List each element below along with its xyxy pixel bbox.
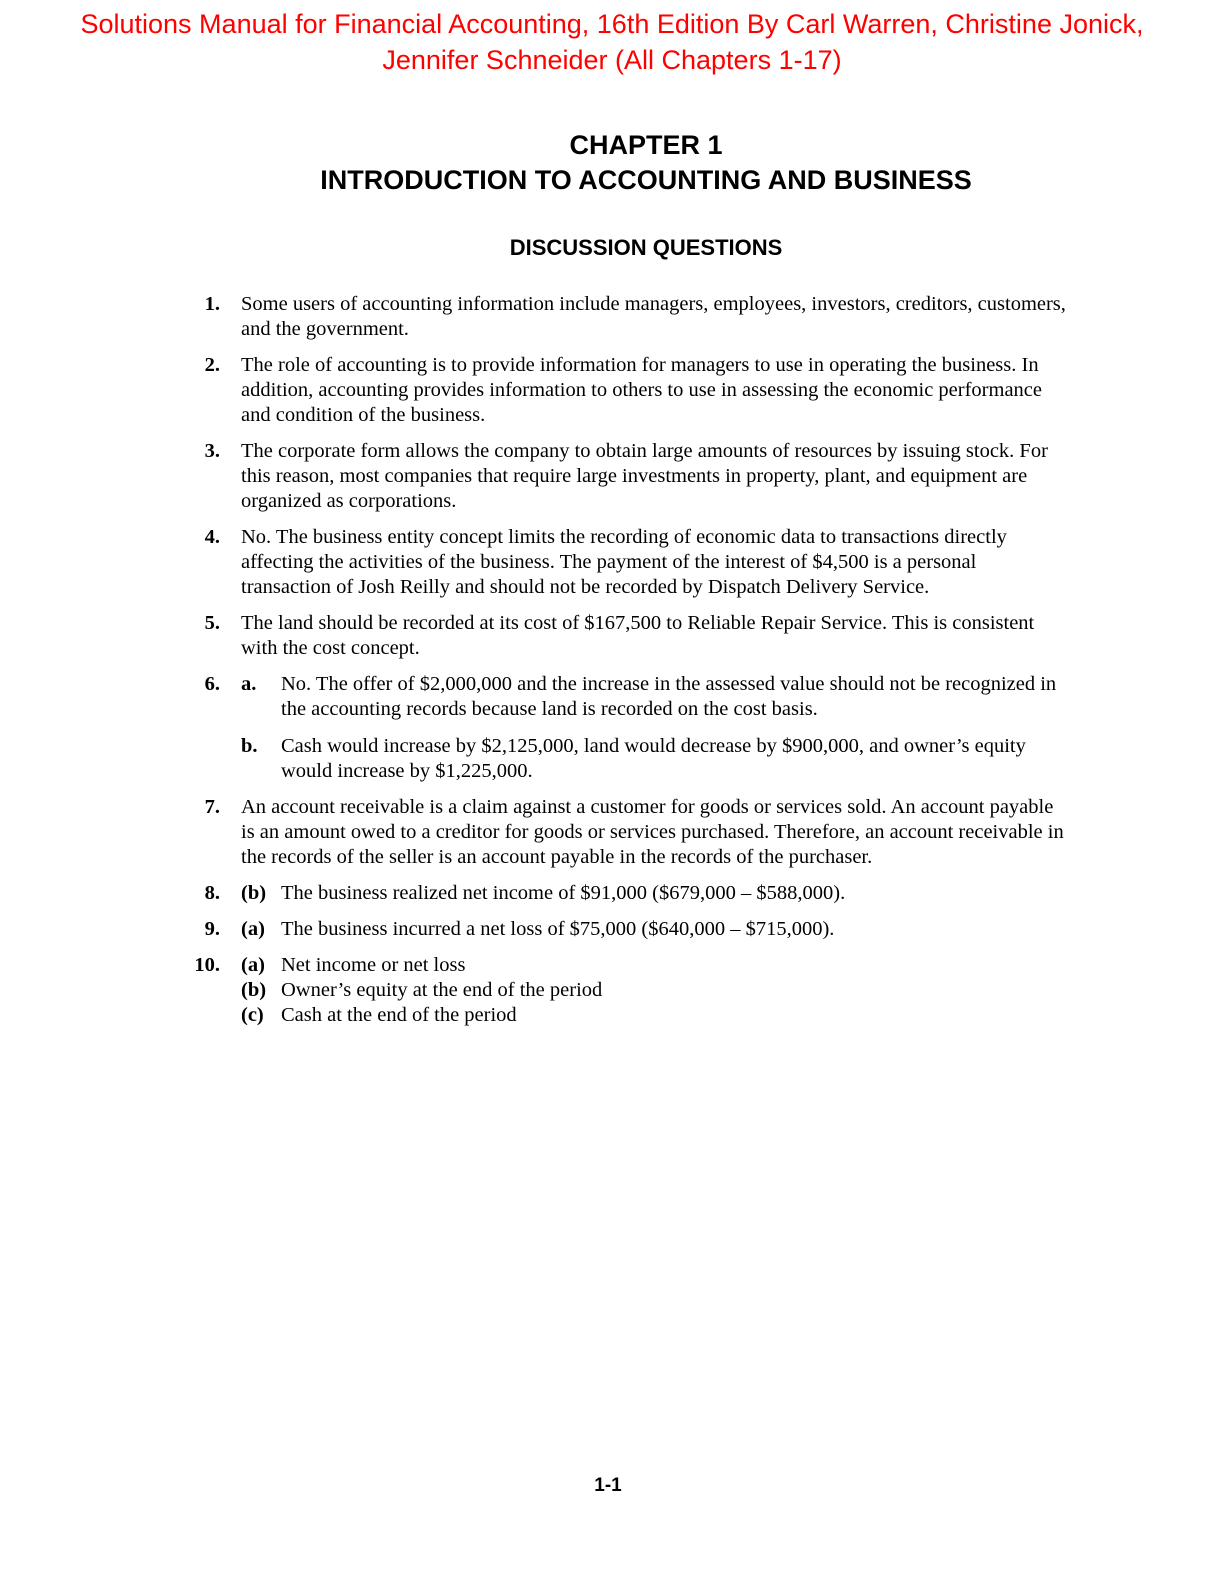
question-item — [0, 439, 1224, 514]
sub-answer-text: Net income or net loss — [281, 954, 466, 976]
sub-answer — [241, 672, 1071, 722]
question-number: 10. — [194, 954, 220, 976]
chapter-heading — [0, 128, 1224, 198]
question-number: 7. — [204, 796, 220, 818]
sub-answer — [241, 953, 1071, 978]
sub-answer-label: (c) — [241, 1004, 264, 1026]
sub-answer — [241, 1003, 1071, 1028]
sub-answer — [241, 734, 1071, 784]
chapter-number: CHAPTER 1 — [569, 130, 723, 160]
question-number: 2. — [204, 354, 220, 376]
question-answer — [241, 672, 1071, 784]
question-answer: The corporate form allows the company to obtain large amounts of resources by issuing stock. For this reason, most companies that require large investments in property, plant, and equipment are organized as corporations. — [241, 440, 1048, 512]
sub-answer-text: The business incurred a net loss of $75,000 ($640,000 – $715,000). — [281, 918, 835, 940]
question-item — [0, 525, 1224, 600]
sub-answer-label: (b) — [241, 882, 267, 904]
sub-answer-text: Cash at the end of the period — [281, 1004, 517, 1026]
question-item — [0, 953, 1224, 1028]
sub-answer-text: Cash would increase by $2,125,000, land would decrease by $900,000, and owner’s equity would increase by $1,225,000. — [281, 735, 1026, 782]
question-item — [0, 292, 1224, 342]
question-number: 3. — [204, 440, 220, 462]
sub-answer-label: (a) — [241, 918, 265, 940]
question-item — [0, 917, 1224, 942]
question-answer — [241, 953, 1071, 1028]
question-number: 9. — [204, 918, 220, 940]
question-answer — [241, 881, 1071, 906]
question-item — [0, 353, 1224, 428]
question-item — [0, 672, 1224, 784]
question-number: 1. — [204, 293, 220, 315]
question-list — [0, 292, 1224, 1039]
question-answer: The role of accounting is to provide information for managers to use in operating the business. In addition, accounting provides information to others to use in assessing the economic performance and condition of the business. — [241, 354, 1043, 426]
question-answer — [241, 917, 1071, 942]
page-number: 1-1 — [594, 1475, 622, 1496]
question-number: 8. — [204, 882, 220, 904]
question-answer: Some users of accounting information include managers, employees, investors, creditors, customers, and the government. — [241, 293, 1066, 340]
sub-answer — [241, 917, 1071, 942]
sub-answer — [241, 881, 1071, 906]
banner-line-1: Solutions Manual for Financial Accounting, 16th Edition By Carl Warren, Christine Jonick, — [80, 9, 1144, 39]
question-item — [0, 881, 1224, 906]
question-answer: An account receivable is a claim against a customer for goods or services sold. An account payable is an amount owed to a creditor for goods or services purchased. Therefore, an account receivable in the records of the seller is an account payable in the records of the purchaser. — [241, 796, 1064, 868]
sub-answer-label: (a) — [241, 954, 265, 976]
sub-answer-text: The business realized net income of $91,000 ($679,000 – $588,000). — [281, 882, 846, 904]
sub-answer-label: a. — [241, 673, 257, 695]
question-answer: No. The business entity concept limits the recording of economic data to transactions directly affecting the activities of the business. The payment of the interest of $4,500 is a personal transaction of Josh Reilly and should not be recorded by Dispatch Delivery Service. — [241, 526, 1007, 598]
sub-answer — [241, 978, 1071, 1003]
question-item — [0, 795, 1224, 870]
sub-answer-text: No. The offer of $2,000,000 and the increase in the assessed value should not be recognized in the accounting records because land is recorded on the cost basis. — [281, 673, 1057, 720]
question-number: 4. — [204, 526, 220, 548]
section-title: DISCUSSION QUESTIONS — [509, 235, 783, 260]
question-number: 6. — [204, 673, 220, 695]
question-answer: The land should be recorded at its cost of $167,500 to Reliable Repair Service. This is consistent with the cost concept. — [241, 612, 1035, 659]
banner-line-2: Jennifer Schneider (All Chapters 1-17) — [382, 45, 842, 75]
sub-answer-label: (b) — [241, 979, 267, 1001]
chapter-title: INTRODUCTION TO ACCOUNTING AND BUSINESS — [320, 165, 972, 195]
sub-answer-text: Owner’s equity at the end of the period — [281, 979, 603, 1001]
question-number: 5. — [204, 612, 220, 634]
question-item — [0, 611, 1224, 661]
document-banner — [0, 6, 1224, 78]
sub-answer-label: b. — [241, 735, 258, 757]
